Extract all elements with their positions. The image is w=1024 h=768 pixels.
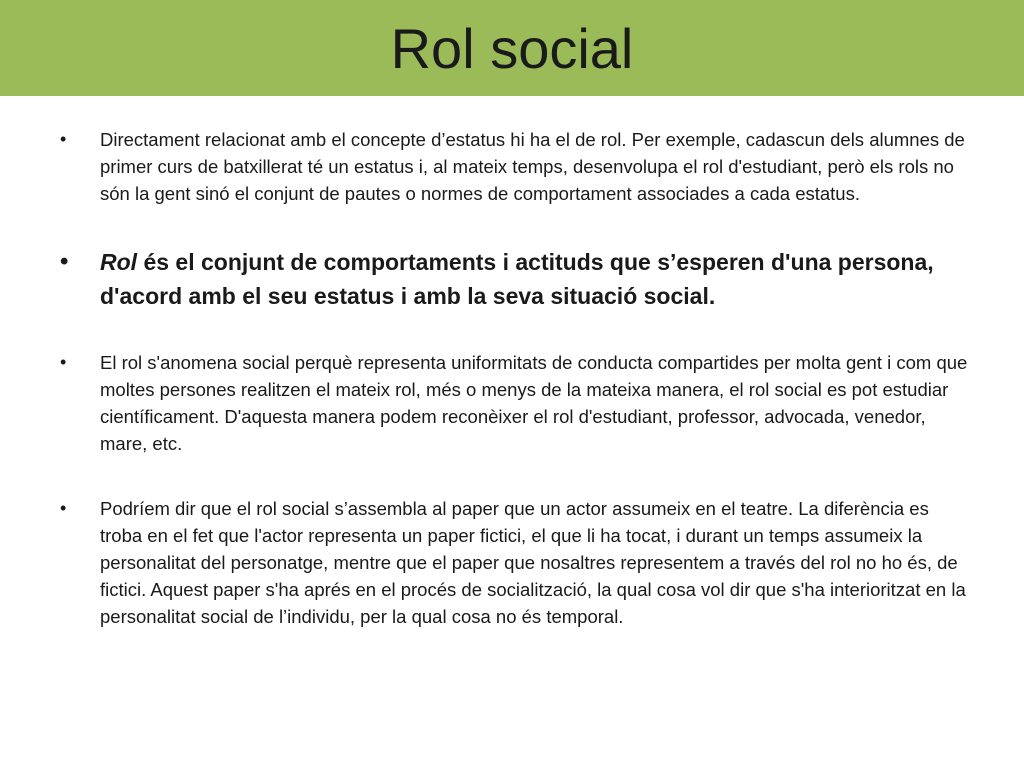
definition-text: és el conjunt de comportaments i actituds que s’esperen d'una persona, d'acord amb el seu estatus i amb la seva situació social.: [100, 249, 934, 309]
bullet-text: El rol s'anomena social perquè representa uniformitats de conducta compartides per molta gent i com que moltes persones realitzen el mateix rol, més o menys de la mateixa manera, el rol social es pot estudiar científicament. D'aquesta manera podem reconèixer el rol d'estudiant, professor, advocada, venedor, mare, etc.: [100, 352, 968, 454]
bullet-point-icon: •: [60, 248, 69, 275]
bullet-text: Podríem dir que el rol social s’assembla al paper que un actor assumeix en el teatre. La diferència es troba en el fet que l'actor representa un paper fictici, el que li ha tocat, i durant un temps assumeix la personalitat del personatge, mentre que el paper que nosaltres representem a través del rol no ho és, de fictici. Aquest paper s'ha aprés en el procés de socialització, la qual cosa vol dir que s'ha interioritzat en la personalitat social de l’individu, per la qual cosa no és temporal.: [100, 498, 966, 627]
slide-title: Rol social: [390, 16, 634, 80]
slide-body: [56, 126, 968, 630]
bullet-point-icon: •: [60, 352, 67, 372]
bullet-text: Directament relacionat amb el concepte d’estatus hi ha el de rol. Per exemple, cadascun dels alumnes de primer curs de batxillerat té un estatus i, al mateix temps, desenvolupa el rol d'estudiant, però els rols no són la gent sinó el conjunt de pautes o normes de comportament associades a cada estatus.: [100, 129, 965, 204]
bullet-item: [56, 495, 968, 630]
bullet-point-icon: •: [60, 129, 67, 149]
bullet-item: [56, 126, 968, 207]
bullet-item-definition: [56, 245, 968, 313]
bullet-point-icon: •: [60, 498, 67, 518]
bullet-item: [56, 349, 968, 457]
slide-title-bar: [0, 0, 1024, 96]
bullet-text: [100, 245, 968, 313]
emphasis-term: Rol: [100, 249, 138, 275]
